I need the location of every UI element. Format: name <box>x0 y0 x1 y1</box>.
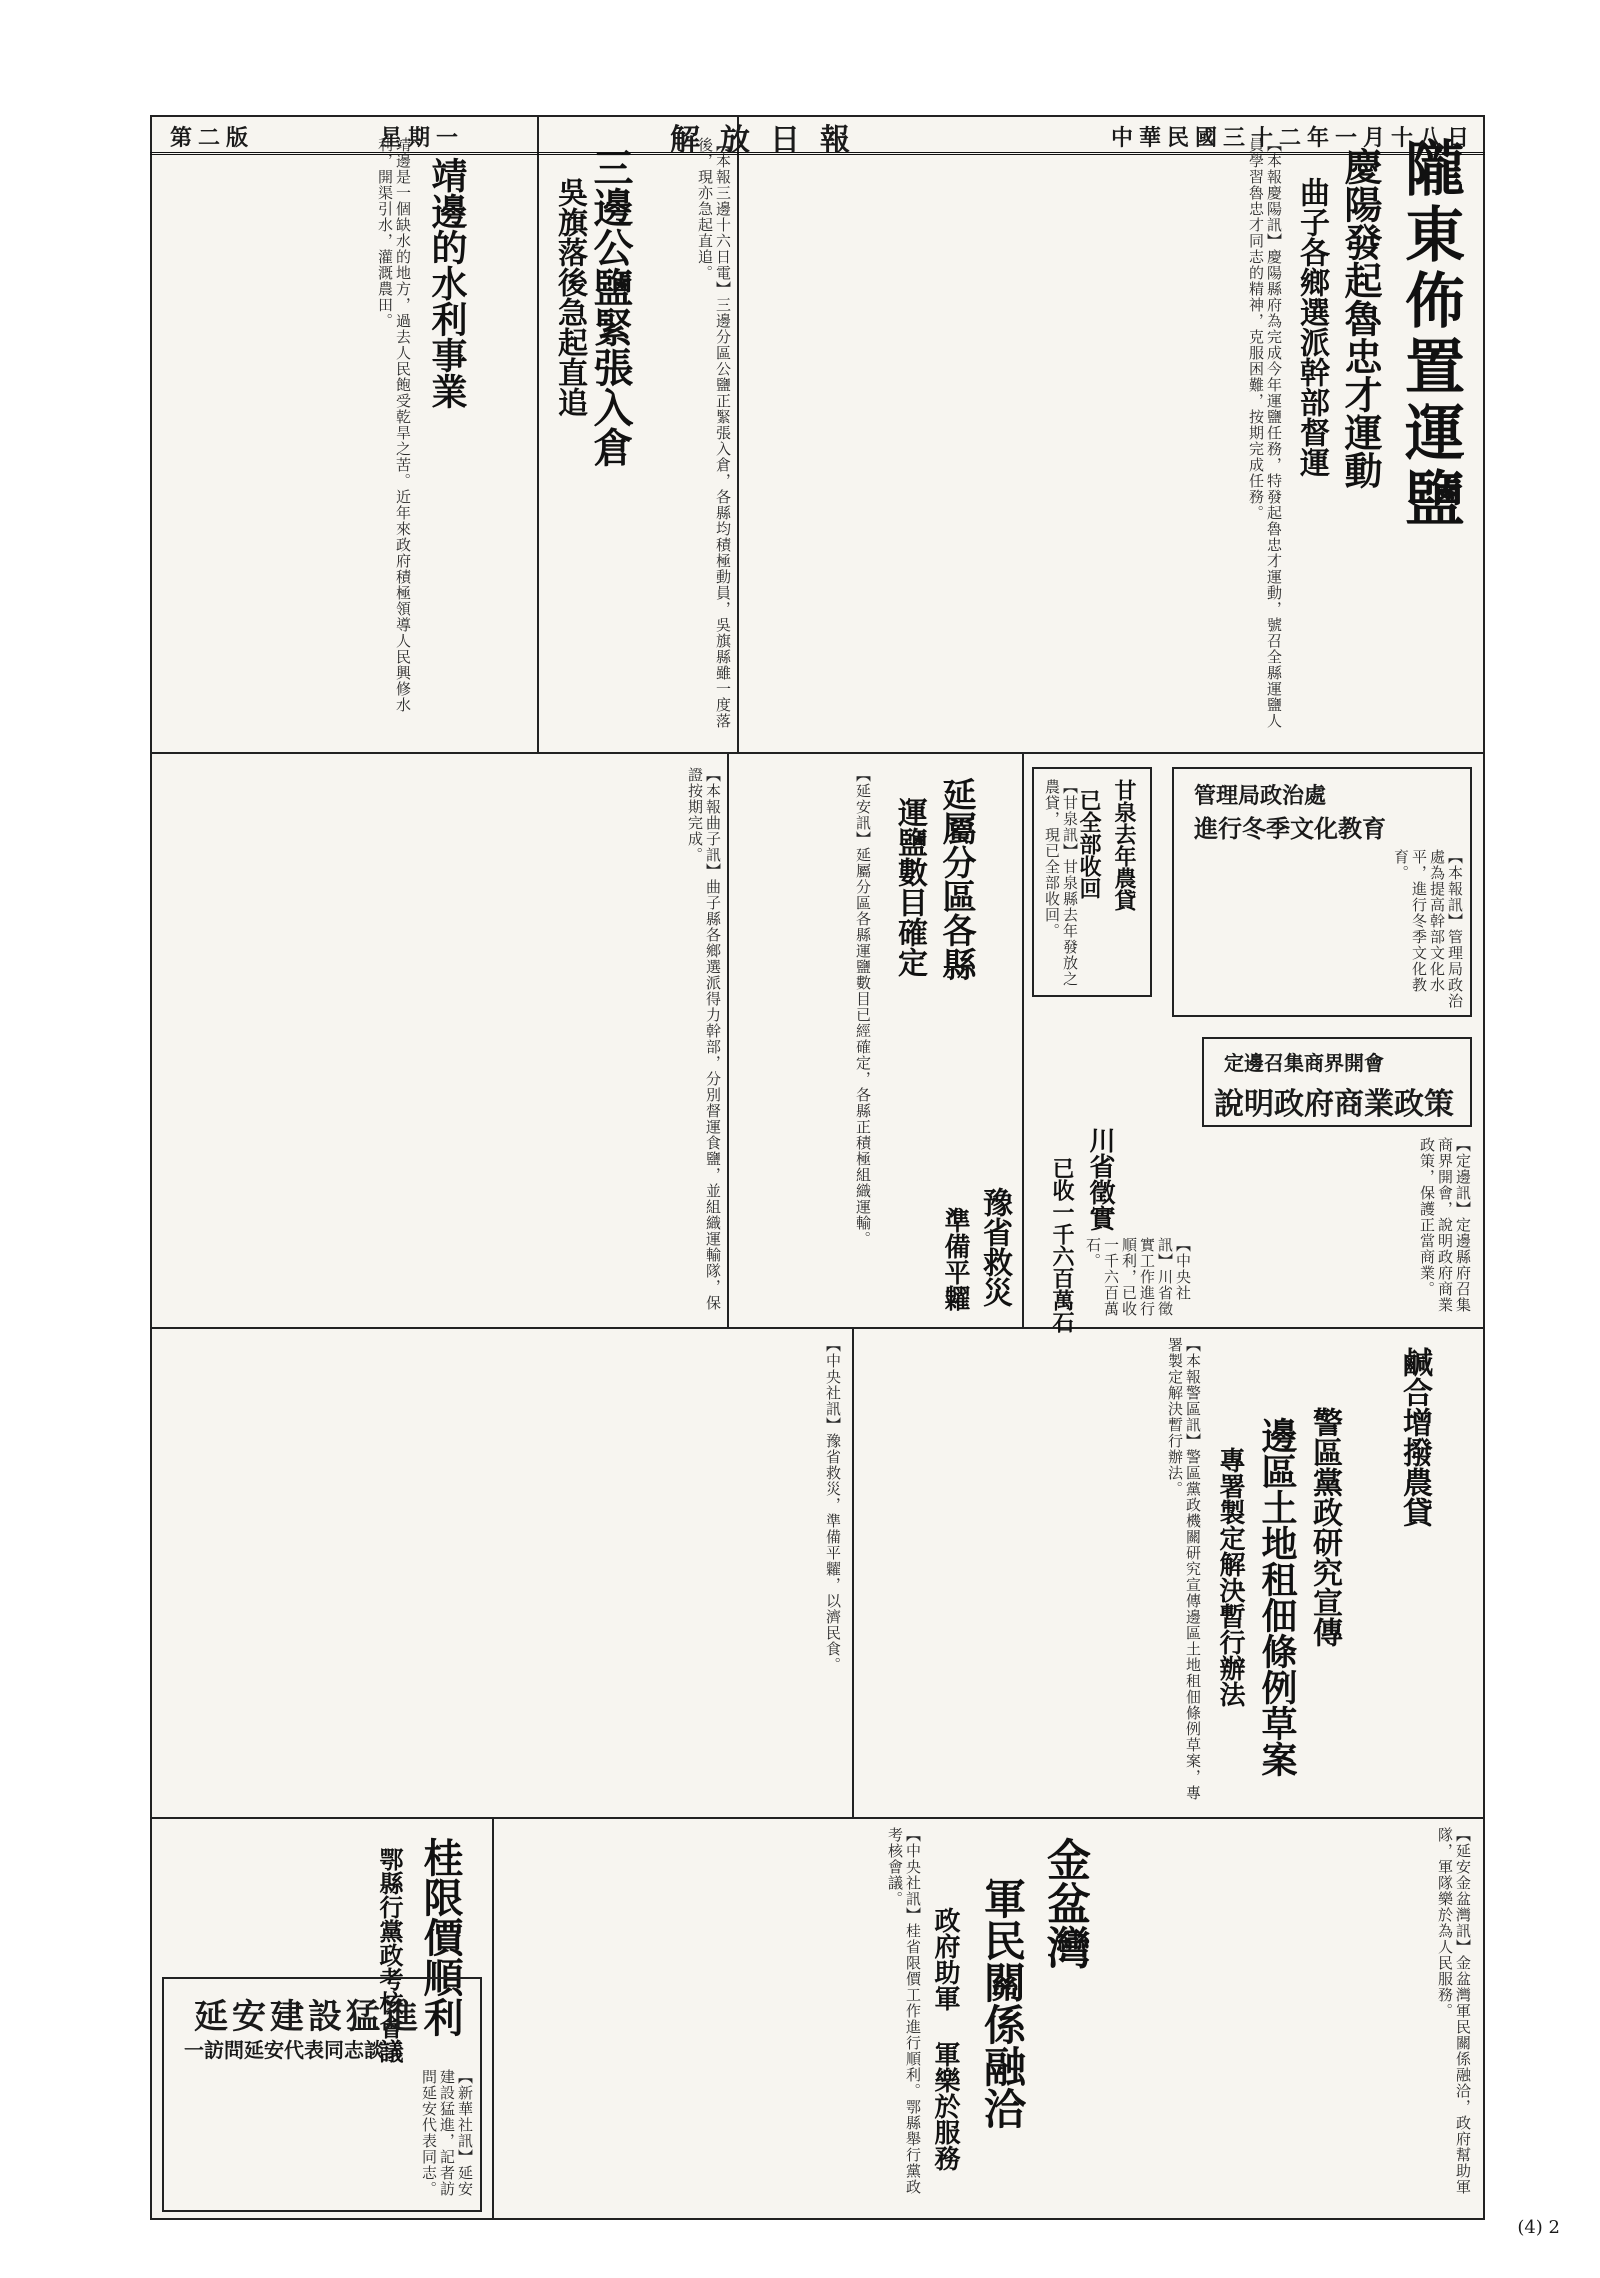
jingqu-subheadline-2: 專署製定解決暫行辦法 <box>1215 1447 1245 1707</box>
column-rule <box>537 117 539 752</box>
article-text: 【中央社訊】豫省救災，準備平糶，以濟民食。 <box>824 1337 842 1673</box>
chuan-headline: 川省徵實 <box>1085 1127 1115 1231</box>
yanan-box <box>162 1977 482 2212</box>
article-text: 靖邊是一個缺水的地方，過去人民飽受乾旱之苦。近年來政府積極領導人民興修水利，開渠引水，灌溉農田。 <box>376 137 412 713</box>
jinpen-headline: 金盆灣 <box>1039 1837 1090 1969</box>
main-headline: 隴東佈置運鹽 <box>1395 137 1465 533</box>
ganquan-headline: 甘泉去年農貸 <box>1111 779 1137 911</box>
jingqu-headline: 警區黨政研究宣傳 <box>1307 1407 1342 1647</box>
column-rule <box>492 1817 494 2220</box>
jinpen-subheadline-2: 政府助軍 軍樂於服務 <box>930 1907 960 2171</box>
column-rule <box>1022 752 1024 1327</box>
yanan-subheadline: 一訪問延安代表同志談一 <box>184 2038 404 2062</box>
guanli-headline: 管理局政治處 <box>1194 783 1327 809</box>
masthead-title: 解放日報 <box>670 123 870 158</box>
article-text: 【本報警區訊】警區黨政機關研究宣傳邊區土地租佃條例草案，專署製定解決暫行辦法。 <box>1166 1337 1202 1801</box>
newspaper-page <box>150 115 1485 2220</box>
section-divider <box>152 752 1485 754</box>
yu-subheadline: 準備平糶 <box>940 1207 970 1311</box>
article-text: 【延安金盆灣訊】金盆灣軍民關係融洽，政府幫助軍隊，軍隊樂於為人民服務。 <box>1436 1827 1472 2195</box>
dingbian-subheadline: 說明政府商業政策 <box>1214 1087 1454 1122</box>
yanshu-headline: 延屬分區各縣 <box>936 777 976 981</box>
ganquan-subheadline: 已全部收回 <box>1076 789 1102 899</box>
article-text: 【延安訊】延屬分區各縣運鹽數目已經確定，各縣正積極組織運輸。 <box>854 767 872 1247</box>
masthead <box>150 115 1485 158</box>
sanbian-subheadline: 吳旗落後急起直追 <box>552 177 587 417</box>
guixian-subheadline: 鄂縣行黨政考核會議 <box>375 1847 404 2063</box>
guixian-headline: 桂限價順利 <box>417 1837 464 2037</box>
yanan-headline: 延安建設猛進 <box>194 1997 422 2037</box>
chuan-subheadline: 已收一千六百萬石 <box>1049 1157 1075 1333</box>
main-subheadline: 慶陽發起魯忠才運動 <box>1338 147 1383 489</box>
article-text: 【本報三邊十六日電】三邊分區公鹽正緊張入倉，各縣均積極動員，吳旗縣雖一度落後，現亦急起直追。 <box>696 137 732 729</box>
dingbian-box <box>1202 1037 1472 1127</box>
jinpen-subheadline: 軍民關係融洽 <box>978 1877 1027 2129</box>
dingbian-headline: 定邊召集商界開會 <box>1224 1051 1384 1075</box>
article-text: 【本報慶陽訊】慶陽縣府為完成今年運鹽任務，特發起魯忠才運動，號召全縣運鹽人員學習魯忠才同志的精神，克服困難，按期完成任務。 <box>1247 137 1283 729</box>
section-divider <box>152 1327 1485 1329</box>
main-subheadline-2: 曲子各鄉選派幹部督運 <box>1294 177 1329 477</box>
ganquan-box <box>1032 767 1152 997</box>
hetai-headline: 鹹合增撥農貸 <box>1397 1347 1432 1527</box>
article-text: 【甘泉訊】甘泉縣去年發放之農貸，現已全部收回。 <box>1043 779 1079 987</box>
jingbian-headline: 靖邊的水利事業 <box>426 157 468 409</box>
yu-headline: 豫省救災 <box>977 1187 1012 1307</box>
article-text: 【新華社訊】延安建設猛進，記者訪問延安代表同志。 <box>420 2069 474 2197</box>
column-rule <box>727 752 729 1327</box>
column-rule <box>852 1327 854 1817</box>
article-text: 【定邊訊】定邊縣府召集商界開會，說明政府商業政策，保護正當商業。 <box>1418 1137 1472 1313</box>
jingqu-subheadline: 邊區土地租佃條例草案 <box>1256 1417 1298 1777</box>
masthead-page: 第二版 <box>170 125 255 151</box>
page-number: (4) 2 <box>1517 2217 1560 2238</box>
sanbian-headline: 三邊公鹽緊張入倉 <box>587 147 634 467</box>
section-divider <box>152 1817 1485 1819</box>
column-rule <box>737 117 739 752</box>
article-text: 【中央社訊】桂省限價工作進行順利。鄂縣舉行黨政考核會議。 <box>886 1827 922 2195</box>
guanli-box <box>1172 767 1472 1017</box>
article-text: 【中央社訊】川省徵實工作進行順利，已收一千六百萬石。 <box>1084 1237 1192 1317</box>
masthead-weekday: 星期一 <box>380 125 465 151</box>
article-text: 【本報訊】管理局政治處為提高幹部文化水平，進行冬季文化教育。 <box>1392 849 1464 1009</box>
article-text: 【本報曲子訊】曲子縣各鄉選派得力幹部，分別督運食鹽，並組織運輸隊，保證按期完成。 <box>686 767 722 1311</box>
guanli-subheadline: 進行冬季文化教育 <box>1194 814 1386 843</box>
masthead-date: 中華民國三十二年一月十八日 <box>1110 125 1475 151</box>
yanshu-subheadline: 運鹽數目確定 <box>892 797 927 977</box>
